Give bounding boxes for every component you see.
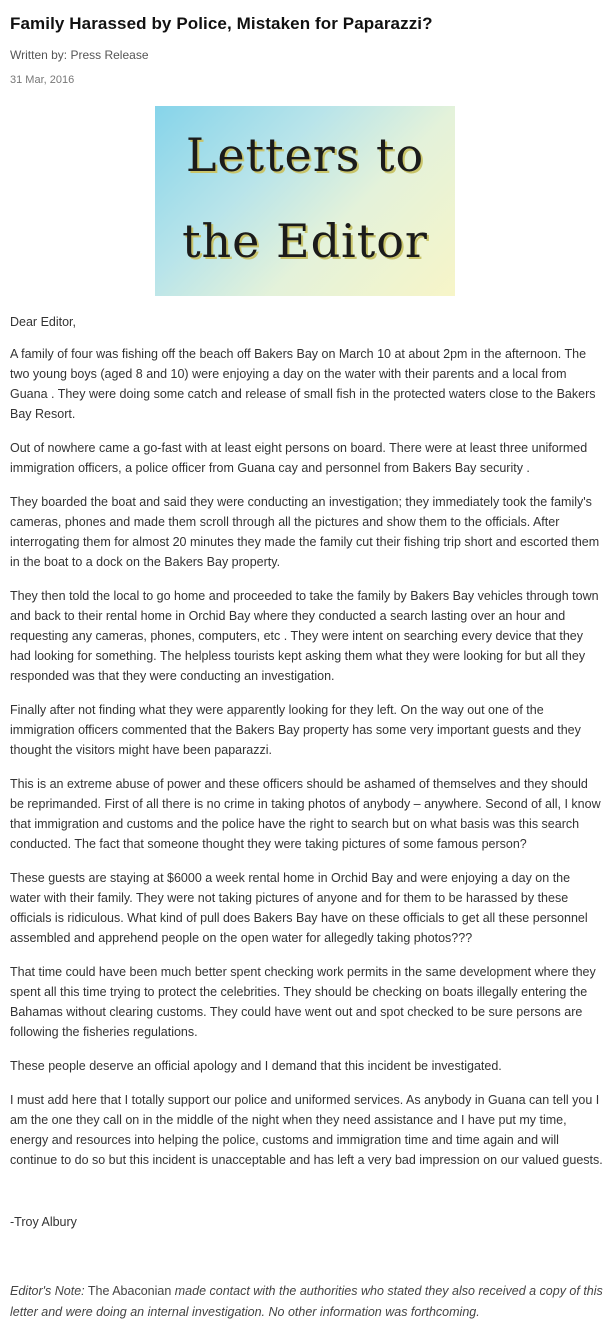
letter-paragraph-6: This is an extreme abuse of power and these officers should be ashamed of themselves and they should be reprimanded. First of all there is no crime in taking photos of anybody – anywhere. Second of all, I know that immigration and customs and the police have the right to search but on what basis was this search conducted. The fact that someone thought they were taking pictures of some famous person? xyxy=(10,777,601,851)
letter-paragraph-9: These people deserve an official apology and I demand that this incident be investigated. xyxy=(10,1059,502,1073)
letter-paragraph-3: They boarded the boat and said they were conducting an investigation; they immediately took the family's cameras, phones and made them scroll through all the pictures and show them to the officials. After interrogating them for almost 20 minutes they made the family cut their fishing trip short and escorted them in the boat to a dock on the Bakers Bay property. xyxy=(10,495,600,569)
article-date: 31 Mar, 2016 xyxy=(10,74,75,86)
article-title: Family Harassed by Police, Mistaken for Paparazzi? xyxy=(10,14,433,33)
letter-paragraph-10: I must add here that I totally support our police and uniformed services. As anybody in Guana can tell you I am the one they call on in the middle of the night when they need assistance and I have put my time, energy and resources into helping the police, customs and immigration time and time again and will continue to do so but this incident is unacceptable and has left a very bad impression on our valued guests. xyxy=(10,1093,603,1167)
letters-to-editor-banner xyxy=(155,106,455,296)
letter-paragraph-4: They then told the local to go home and proceeded to take the family by Bakers Bay vehicles through town and back to their rental home in Orchid Bay where they conducted a search lasting over an hour and requesting any cameras, phones, computers, etc . They were intent on searching every device that they had looking for something. The helpless tourists kept asking them what they were looking for but all they responded was that they were conducting an investigation. xyxy=(10,589,599,683)
letter-paragraph-5: Finally after not finding what they were apparently looking for they left. On the way out one of the immigration officers commented that the Bakers Bay property has some very important guests and they thought the visitors might have been paparazzi. xyxy=(10,703,581,757)
letter-signature: -Troy Albury xyxy=(10,1215,77,1229)
letter-salutation: Dear Editor, xyxy=(10,315,77,329)
letter-body xyxy=(10,312,603,1184)
editor-note-label: Editor's Note: xyxy=(10,1284,85,1298)
article-byline: Written by: Press Release xyxy=(10,48,149,62)
editor-note-text: made contact with the authorities who stated they also received a copy of this letter and were doing an internal investigation. No other information was forthcoming. xyxy=(10,1284,603,1319)
letter-paragraph-8: That time could have been much better spent checking work permits in the same development where they spent all this time trying to protect the celebrities. They should be checking on boats illegally entering the Bahamas without clearing customs. They could have went out and spot checked to be sure persons are following the fisheries regulations. xyxy=(10,965,596,1039)
banner-line-1: Letters to xyxy=(185,128,425,182)
letter-paragraph-2: Out of nowhere came a go-fast with at least eight persons on board. There were at least three uniformed immigration officers, a police officer from Guana cay and personnel from Bakers Bay security . xyxy=(10,441,588,475)
letter-paragraph-1: A family of four was fishing off the beach off Bakers Bay on March 10 at about 2pm in the afternoon. The two young boys (aged 8 and 10) were enjoying a day on the water with their parents and a local from Guana . They were doing some catch and release of small fish in the protected waters close to the Bakers Bay Resort. xyxy=(10,347,596,421)
letter-paragraph-7: These guests are staying at $6000 a week rental home in Orchid Bay and were enjoying a day on the water with their family. They were not taking pictures of anyone and for them to be harassed by these officials is ridiculous. What kind of pull does Bakers Bay have on these officials to get all these personnel assembled and apprehend people on the open water for allegedly taking photos??? xyxy=(10,871,588,945)
editor-note-publication: The Abaconian xyxy=(84,1284,175,1298)
editor-note xyxy=(10,1281,603,1323)
banner-line-2: the Editor xyxy=(182,214,428,268)
